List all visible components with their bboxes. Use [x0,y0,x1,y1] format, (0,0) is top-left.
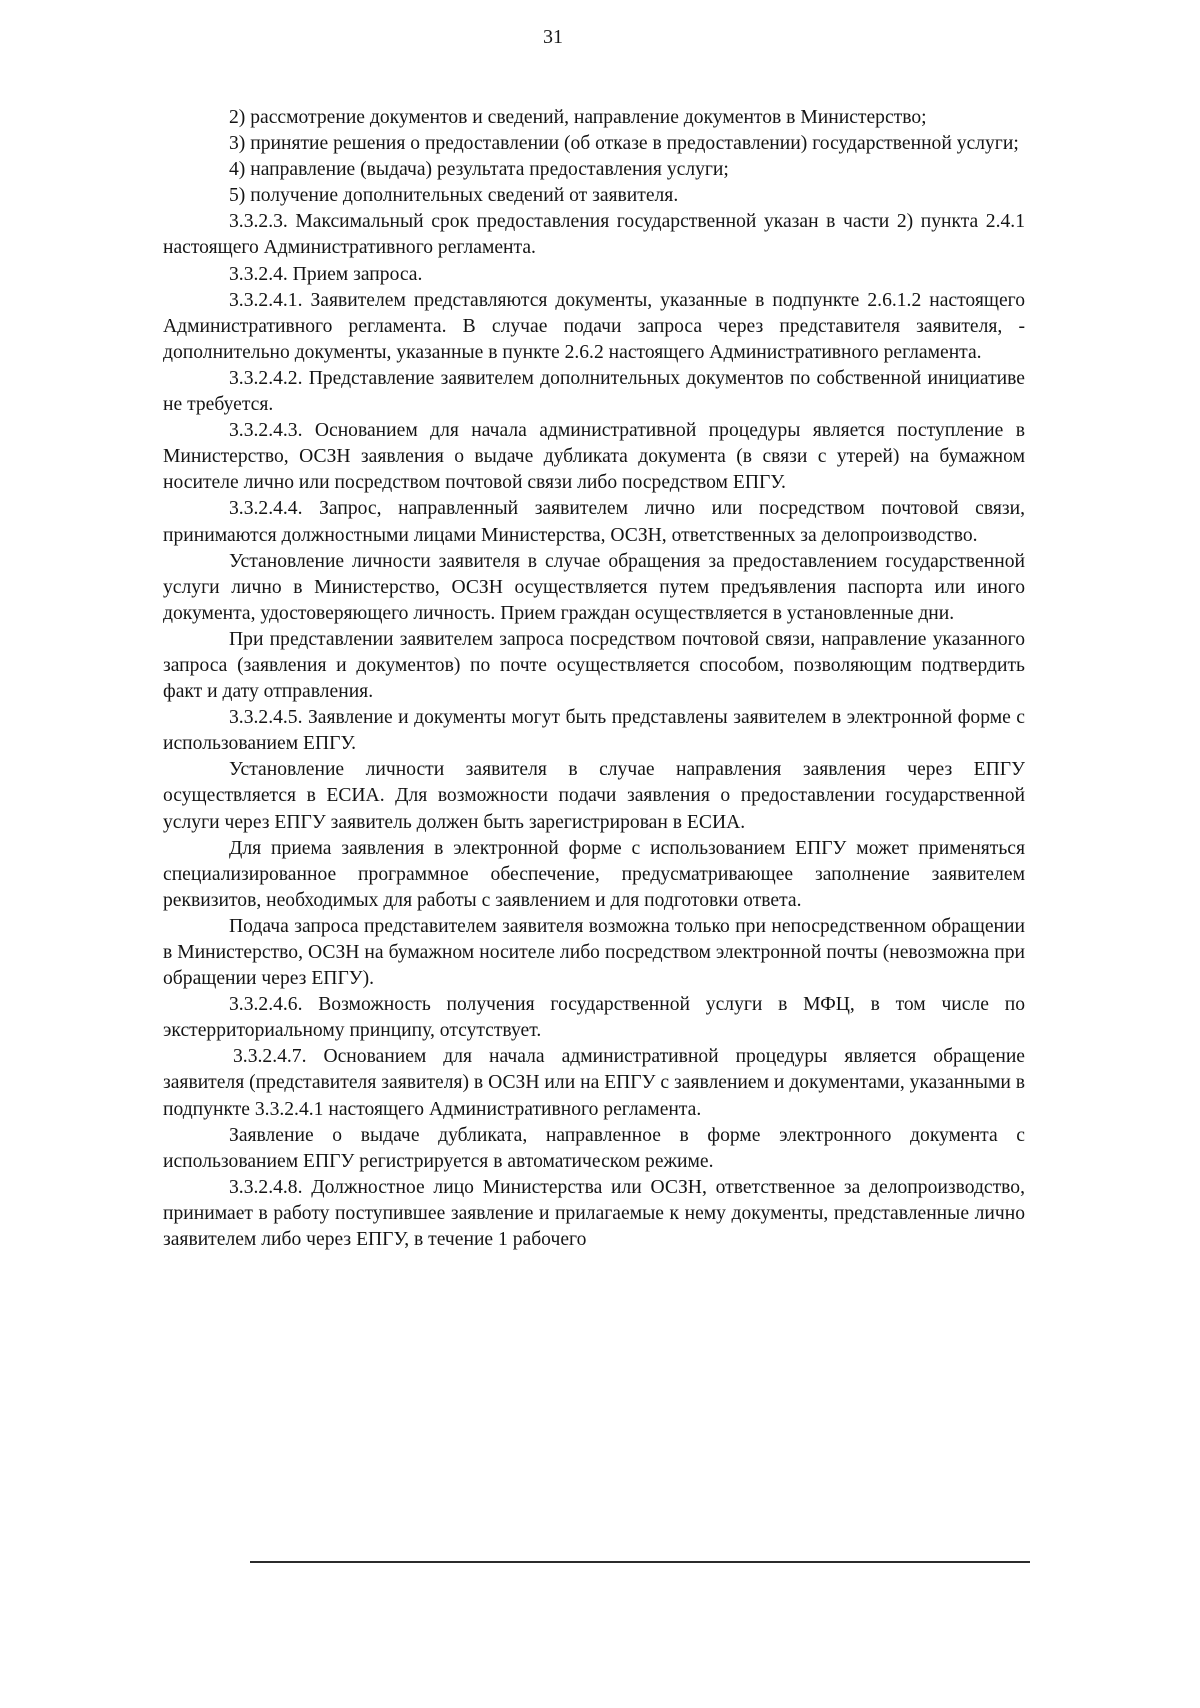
paragraph-3-3-2-4-1: 3.3.2.4.1. Заявителем представляются документы, указанные в подпункте 2.6.1.2 настоящего Административного регламента. В случае подачи запроса через представителя заявителя, - дополнительно документы, указанные в пункте 2.6.2 настоящего Административного регламента. [163,289,1025,363]
paragraph-list-item-4: 4) направление (выдача) результата предоставления услуги; [229,159,729,181]
paragraph-specialized-software: Для приема заявления в электронной форме с использованием ЕПГУ может применяться специализированное программное обеспечение, предусматривающее заполнение заявителем реквизитов, необходимых для работы с заявлением и для подготовки ответа. [163,837,1025,911]
paragraph-3-3-2-4-7: 3.3.2.4.7. Основанием для начала административной процедуры является обращение заявителя (представителя заявителя) в ОСЗН или на ЕПГУ с заявлением и документами, указанными в подпункте 3.3.2.4.1 настоящего Административного регламента. [163,1046,1025,1120]
paragraph-representative-submission: Подача запроса представителем заявителя возможна только при непосредственном обращении в Министерство, ОСЗН на бумажном носителе либо посредством электронной почты (невозможна при обращении через ЕПГУ). [163,915,1025,990]
paragraph-list-item-3: 3) принятие решения о предоставлении (об отказе в предоставлении) государственной услуги; [229,133,1019,155]
bottom-edge-rule [250,1561,1030,1563]
paragraph-3-3-2-3: 3.3.2.3. Максимальный срок предоставления государственной указан в части 2) пункта 2.4.1 настоящего Административного регламента. [163,211,1025,259]
paragraph-3-3-2-4: 3.3.2.4. Прием запроса. [229,263,423,285]
document-body [163,105,1025,1253]
paragraph-3-3-2-4-3: 3.3.2.4.3. Основанием для начала административной процедуры является поступление в Министерство, ОСЗН заявления о выдаче дубликата документа (в связи с утерей) на бумажном носителе лично или посредством почтовой связи либо посредством ЕПГУ. [163,420,1025,494]
paragraph-list-item-5: 5) получение дополнительных сведений от заявителя. [229,185,679,207]
paragraph-3-3-2-4-5: 3.3.2.4.5. Заявление и документы могут быть представлены заявителем в электронной форме с использованием ЕПГУ. [163,707,1025,755]
paragraph-identity-epgu: Установление личности заявителя в случае направления заявления через ЕПГУ осуществляется в ЕСИА. Для возможности подачи заявления о предоставлении государственной услуги через ЕПГУ заявитель должен быть зарегистрирован в ЕСИА. [163,759,1025,833]
paragraph-identity-in-person: Установление личности заявителя в случае обращения за предоставлением государственной услуги лично в Министерство, ОСЗН осуществляется путем предъявления паспорта или иного документа, удостоверяющего личность. Прием граждан осуществляется в установленные дни. [163,550,1025,624]
paragraph-3-3-2-4-2: 3.3.2.4.2. Представление заявителем дополнительных документов по собственной инициативе не требуется. [163,367,1025,416]
paragraph-duplicate-registration: Заявление о выдаче дубликата, направленное в форме электронного документа с использованием ЕПГУ регистрируется в автоматическом режиме. [163,1124,1025,1172]
paragraph-list-item-2: 2) рассмотрение документов и сведений, направление документов в Министерство; [229,107,927,128]
paragraph-3-3-2-4-8: 3.3.2.4.8. Должностное лицо Министерства или ОСЗН, ответственное за делопроизводство, принимает в работу поступившее заявление и прилагаемые к нему документы, представленные лично заявителем либо через ЕПГУ, в течение 1 рабочего [163,1176,1025,1251]
paragraph-3-3-2-4-4: 3.3.2.4.4. Запрос, направленный заявителем лично или посредством почтовой связи, принимаются должностными лицами Министерства, ОСЗН, ответственных за делопроизводство. [163,498,1025,546]
paragraph-3-3-2-4-6: 3.3.2.4.6. Возможность получения государственной услуги в МФЦ, в том числе по экстерриториальному принципу, отсутствует. [163,994,1025,1042]
paragraph-postal-submission: При представлении заявителем запроса посредством почтовой связи, направление указанного запроса (заявления и документов) по почте осуществляется способом, позволяющим подтвердить факт и дату отправления. [163,628,1025,703]
page-number: 31 [543,26,563,48]
